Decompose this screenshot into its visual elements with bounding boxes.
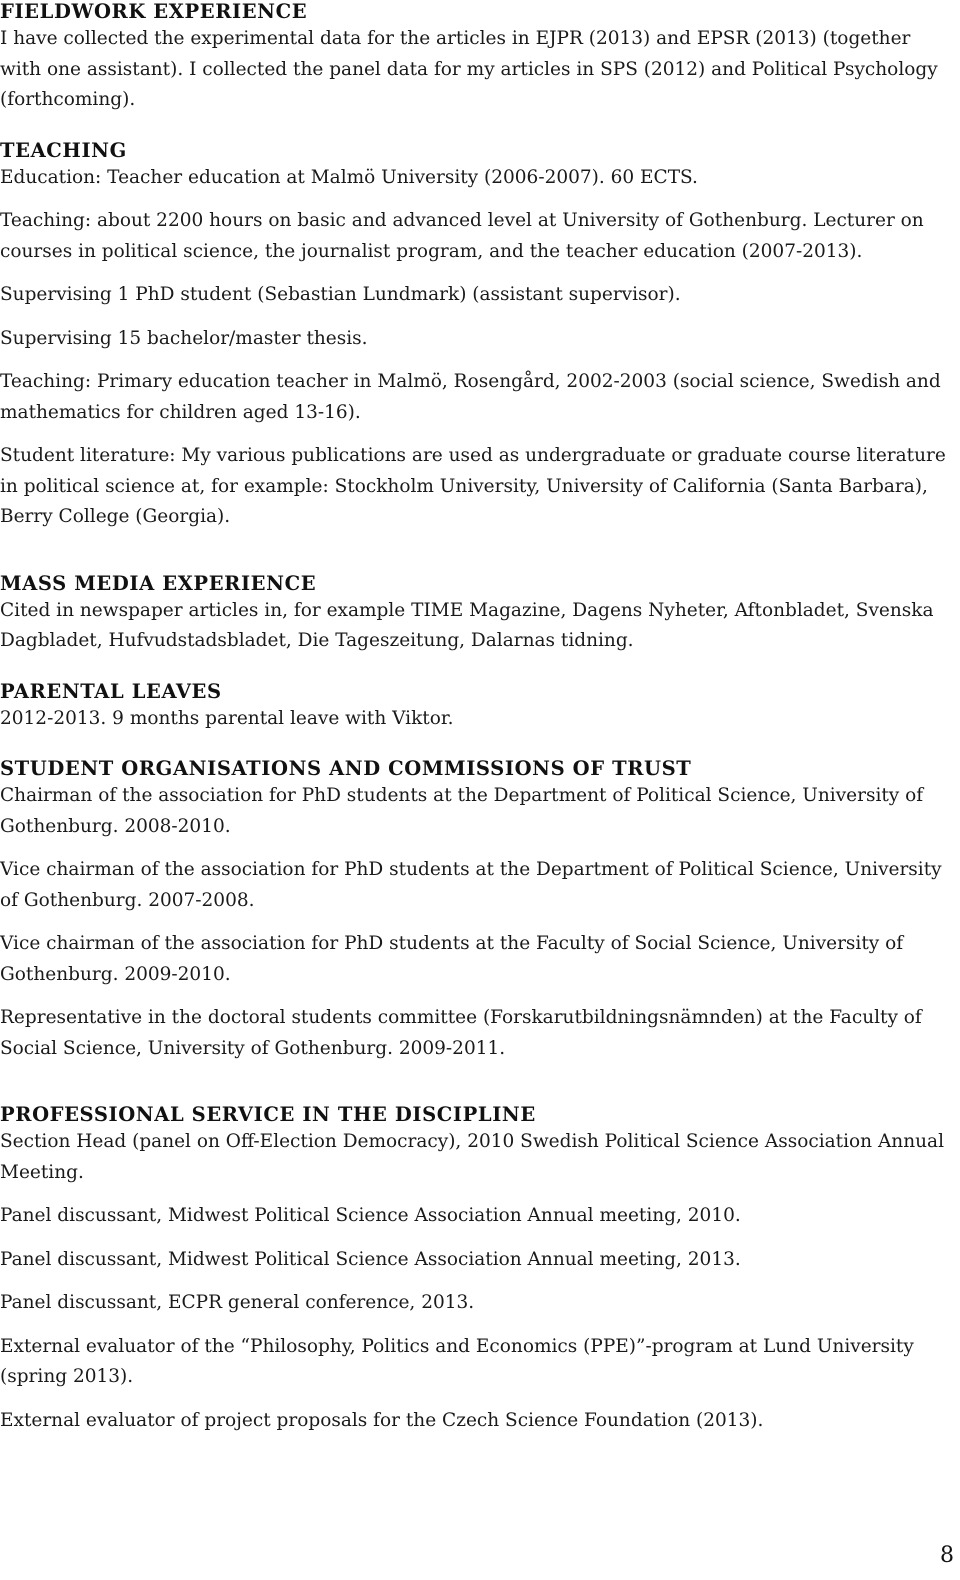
section-heading-teaching: TEACHING: [0, 138, 127, 162]
section-heading-fieldwork: FIELDWORK EXPERIENCE: [0, 0, 308, 23]
paragraph: Panel discussant, Midwest Political Science Association Annual meeting, 2013.: [0, 1248, 741, 1270]
section-heading-student-organisations: STUDENT ORGANISATIONS AND COMMISSIONS OF TRUST: [0, 757, 692, 780]
paragraph: Representative in the doctoral students committee (Forskarutbildningsnämnden) at the Faculty of Social Science, University of Gothenburg. 2009-2011.: [0, 1007, 922, 1059]
section-student-organisations: [0, 757, 948, 1064]
paragraph: 2012-2013. 9 months parental leave with Viktor.: [0, 707, 454, 729]
section-professional-service: [0, 1103, 948, 1436]
paragraph: Supervising 15 bachelor/master thesis.: [0, 327, 368, 349]
section-heading-professional-service: PROFESSIONAL SERVICE IN THE DISCIPLINE: [0, 1103, 536, 1126]
paragraph: Vice chairman of the association for PhD students at the Faculty of Social Science, University of Gothenburg. 2009-2010.: [0, 933, 904, 985]
section-teaching: [0, 139, 948, 533]
paragraph: Cited in newspaper articles in, for example TIME Magazine, Dagens Nyheter, Aftonbladet, Svenska Dagbladet, Hufvudstadsbladet, Die Tageszeitung, Dalarnas tidning.: [0, 599, 934, 651]
paragraph: Education: Teacher education at Malmö University (2006-2007). 60 ECTS.: [0, 166, 698, 188]
paragraph: I have collected the experimental data for the articles in EJPR (2013) and EPSR (2013) (together with one assistant). I collected the panel data for my articles in SPS (2012) and Political Psychology (forthcoming).: [0, 28, 938, 110]
section-heading-mass-media: MASS MEDIA EXPERIENCE: [0, 571, 317, 595]
section-mass-media: [0, 572, 948, 657]
paragraph: Teaching: about 2200 hours on basic and advanced level at University of Gothenburg. Lecturer on courses in political science, the journalist program, and the teacher education (2007-2013).: [0, 210, 924, 262]
paragraph: Section Head (panel on Off-Election Democracy), 2010 Swedish Political Science Association Annual Meeting.: [0, 1131, 944, 1183]
paragraph: Supervising 1 PhD student (Sebastian Lundmark) (assistant supervisor).: [0, 284, 681, 305]
paragraph: Teaching: Primary education teacher in Malmö, Rosengård, 2002-2003 (social science, Swedish and mathematics for children aged 13-16).: [0, 371, 941, 423]
paragraph: External evaluator of the “Philosophy, Politics and Economics (PPE)”-program at Lund University (spring 2013).: [0, 1335, 914, 1387]
paragraph: Vice chairman of the association for PhD students at the Department of Political Science, University of Gothenburg. 2007-2008.: [0, 859, 942, 911]
paragraph: External evaluator of project proposals for the Czech Science Foundation (2013).: [0, 1409, 764, 1431]
section-heading-parental-leaves: PARENTAL LEAVES: [0, 679, 222, 703]
section-parental-leaves: [0, 680, 948, 735]
page-number: 8: [940, 1543, 954, 1568]
paragraph: Panel discussant, ECPR general conference, 2013.: [0, 1292, 475, 1313]
paragraph: Chairman of the association for PhD students at the Department of Political Science, University of Gothenburg. 2008-2010.: [0, 785, 924, 837]
paragraph: Student literature: My various publications are used as undergraduate or graduate course literature in political science at, for example: Stockholm University, University of California (Santa Barbara), Berry College (Georgia).: [0, 445, 946, 527]
section-fieldwork: [0, 0, 948, 116]
paragraph: Panel discussant, Midwest Political Science Association Annual meeting, 2010.: [0, 1205, 741, 1226]
